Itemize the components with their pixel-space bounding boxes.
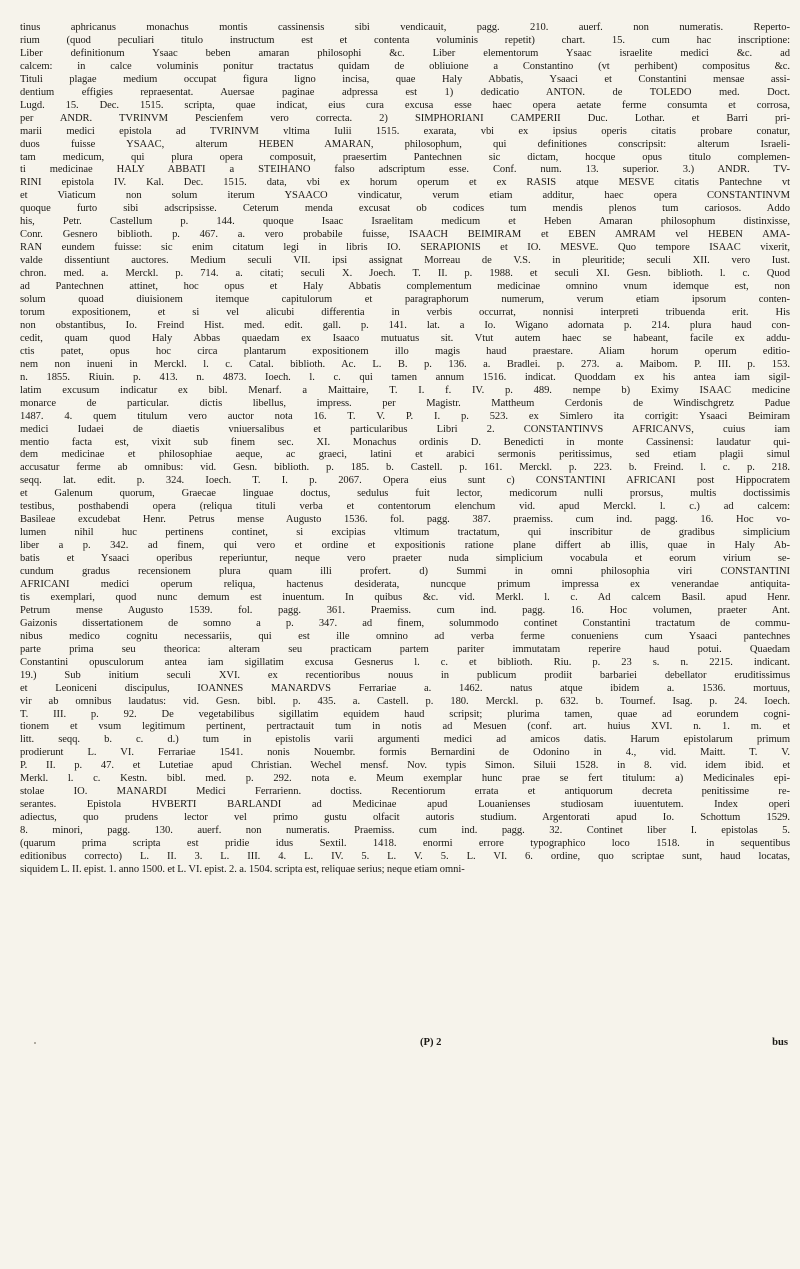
text-line: liber a p. 342. ad finem, qui vero et ordine et expositionis ratione plane differt ab illis, quae in Haly Ab- <box>20 540 790 552</box>
text-line: adiectus, quo prudens lector vel primo gustu olfacit autoris studium. Argentorati apud Io. Schottum 1529. <box>20 812 790 824</box>
text-line: calcem: in calce voluminis ponitur tractatus quidam de obliuione a Constantino (vt perhibent) compositus &c. <box>20 60 790 72</box>
text-line: marii medici epistola ad TVRINVM vltima Iulii 1515. exarata, vbi ex ipsius operis citatis probare conatur, <box>20 125 790 137</box>
text-line: dem medicinae et philosophiae aeque, ac graeci, latini et arabici sermonis peritissimus, sed etiam plagii simul <box>20 449 790 461</box>
text-line: latim excusum indicatur ex bibl. Menarf. a Maittaire, T. I. f. IV. p. 489. nempe b) Eximy ISAAC medicine <box>20 384 790 396</box>
text-line: 1487. 4. quem titulum vero auctor nota 16. T. V. P. I. p. 523. ex Simlero ita corrigit: Ysaaci Beimiram <box>20 410 790 422</box>
text-line: serantes. Epistola HVBERTI BARLANDI ad Medicinae apud Louanienses studiosam iuuentutem. Index operi <box>20 799 790 811</box>
text-line: rium (quod peculiari titulo instructum est et contenta voluminis repetit) chart. 15. cum hac inscriptione: <box>20 34 790 46</box>
text-line: his, Petr. Castellum p. 144. quoque Isaac Israelitam medicum et Heben Amaran philosophum distinxisse, <box>20 216 790 228</box>
text-line: siquidem L. II. epist. 1. anno 1500. et L. VI. epist. 2. a. 1504. scripta est, reliquae serius; neque etiam omni- <box>20 863 465 875</box>
text-line: RINI epistola IV. Kal. Dec. 1515. data, vbi ex horum operum et ex RASIS atque MESVE citatis Pantechne vt <box>20 177 790 189</box>
text-line: quoque furto sibi adscripsisse. Ceterum menda excusat ob codices tum mendis plenos tum cariosos. Addo <box>20 203 790 215</box>
text-line: mentio facta est, vixit sub finem sec. XI. Monachus ordinis D. Benedicti in monte Cassinensi: laudatur qui- <box>20 436 790 448</box>
text-line: seqq. lat. edit. p. 324. Ioech. T. I. p. 2067. Opera eius sunt c) CONSTANTINI AFRICANI post Hippocratem <box>20 475 790 487</box>
text-line: n. 1855. Riuin. p. 413. n. 4873. Ioech. l. c. qui tamen annum 1516. indicat. Quoddam ex his antea iam sigil- <box>20 371 790 383</box>
text-line: Gaizonis dissertationem de somno a p. 347. ad finem, solummodo continet Constantini tractatum de commu- <box>20 617 790 629</box>
text-line: cundum gradus recensionem plura quam illi profert. d) Summi in omni philosophia viri CONSTANTINI <box>20 566 790 578</box>
text-line: nem non inueni in Merckl. l. c. Catal. biblioth. Ac. L. B. p. 136. a. Bradlei. p. 273. a. Maibom. P. III. p. 153. <box>20 358 790 370</box>
text-line: Basileae excudebat Henr. Petrus mense Augusto 1536. fol. pagg. 387. praemiss. cum ind. pagg. 16. Hoc vo- <box>20 514 790 526</box>
text-line: prodierunt L. VI. Ferrariae 1541. nonis Nouembr. formis Bernardini de Odonino in 4., vid. Maitt. T. V. <box>20 747 790 759</box>
text-line: Petrum mense Augusto 1539. fol. pagg. 361. Praemiss. cum ind. pagg. 16. Hoc volumen, praeter Ant. <box>20 604 790 616</box>
text-line: Constantini opusculorum antea iam sigillatim excusa Gesnerus l. c. et biblioth. Riu. p. 23 s. n. 2215. indicant. <box>20 656 790 668</box>
text-line: 19.) Sub initium seculi XVI. ex recentioribus nouus in publicum prodiit barbariei debellator eruditissimus <box>20 669 790 681</box>
text-line: batis et Ysaaci operibus reperiuntur, neque vero praeter nuda simplicium vocabula et eorum virium se- <box>20 553 790 565</box>
text-line: duos fuisse YSAAC, alterum HEBEN AMARAN, philosophum, qui definitiones conscripsit: alterum Israeli- <box>20 138 790 150</box>
text-line: Tituli plagae medium occupat figura ligno incisa, quae Haly Abbatis, Ysaaci et Constantini mensae assi- <box>20 73 790 85</box>
catchword: bus <box>772 1037 788 1048</box>
text-line: testibus, posthabendi opera (reliqua tituli verba et contentorum elenchum vid. apud Merckl. l. c.) ad calcem: <box>20 501 790 513</box>
text-line: monarce de particular. dictis libellus, impress. per Magistr. Mattheum Cerdonis de Windischgretz Padue <box>20 397 790 409</box>
text-line: 8. minori, pagg. 130. auerf. non numeratis. Praemiss. cum ind. pagg. 32. Continet liber I. epistolas 5. <box>20 825 790 837</box>
text-line: dentium effigies repraesentat. Auersae paginae adpressa est 1) dedicatio ANTON. de TOLEDO med. Doct. <box>20 86 790 98</box>
text-line: accusatur ferme ab omnibus: vid. Gesn. biblioth. p. 185. b. Castell. p. 161. Merckl. p. 223. b. Freind. l. c. p. 218. <box>20 462 790 474</box>
text-line: et Leoniceni discipulus, IOANNES MANARDVS Ferrariae a. 1462. natus atque ibidem a. 1536. mortuus, <box>20 682 790 694</box>
text-line: valde dissentiunt auctores. Medium seculi VII. ipsi assignat Morreau de V.S. in pleuritide; seculi XII. vero Iust. <box>20 255 790 267</box>
text-line: ctis patet, opus hoc circa plantarum expositionem illo magis haud praestare. Aliam horum operum editio- <box>20 345 790 357</box>
text-line: AFRICANI medici operum reliqua, hactenus desiderata, nuncque primum impressa ex venerandae antiquita- <box>20 578 790 590</box>
text-line: torum expositionem, et si vel alicubi differentia in verbis occurrat, nonnisi interpreti tribuenda erit. His <box>20 306 790 318</box>
text-line: et Galenum quorum, Graecae linguae doctus, sedulus fuit lector, medicorum nulli prorsus, multis doctissimis <box>20 488 790 500</box>
text-line: ti medicinae HALY ABBATI a STEIHANO falso adscriptum esse. Conf. num. 13. superior. 3.) ANDR. TV- <box>20 164 790 176</box>
text-line: litt. seqq. b. c. d.) tum in epistolis varii argumenti medici ad amicos datis. Harum epistolarum primum <box>20 734 790 746</box>
text-line: Merkl. l. c. Kestn. bibl. med. p. 292. nota e. Meum exemplar hunc prae se fert titulum: a) Medicinales epi- <box>20 773 790 785</box>
text-line: et Viaticum non solum iterum YSAACO vindicatur, verum etiam additur, haec opera CONSTANTINVM <box>20 190 790 202</box>
text-line: RAN eundem fuisse: sic enim citatum legi in libris IO. SERAPIONIS et IO. MESVE. Quo tempore ISAAC vixerit, <box>20 242 790 254</box>
text-line: cedit, quam quod Haly Abbas quaedam ex Isaaco mutuatus sit. Vtut autem haec se habeant, facile ex addu- <box>20 332 790 344</box>
body-text <box>20 22 790 877</box>
signature-mark: (P) 2 <box>420 1037 442 1048</box>
text-line: medici Iudaei de diaetis vniuersalibus et particularibus Libri 2. CONSTANTINVS AFRICANVS, cuius iam <box>20 423 790 435</box>
text-line: per ANDR. TVRINVM Pescienfem vero correcta. 2) SIMPHORIANI CAMPERII Duc. Lothar. et Barri pri- <box>20 112 790 124</box>
text-line: chron. med. a. Merckl. p. 714. a. citati; seculi X. Joech. T. II. p. 1988. et seculi XI. Gesn. biblioth. l. c. Quod <box>20 268 790 280</box>
text-line: tam medicum, qui plura opera composuit, praesertim Pantechnen sic dictam, hocque opus titulo complemen- <box>20 151 790 163</box>
text-line: ad Pantechnen attinet, hoc opus et Haly Abbatis complementum medicinae omnino vnum idemque est, non <box>20 281 790 293</box>
text-line: vir ab omnibus laudatus: vid. Gesn. bibl. p. 435. a. Castell. p. 180. Merckl. p. 632. b. Tournef. Isag. p. 24. Ioech. <box>20 695 790 707</box>
text-line: tis exemplari, quod nunc demum est inuentum. In quibus &c. vid. Merkl. l. c. Ad calcem Basil. apud Henr. <box>20 591 790 603</box>
paper-speck <box>34 1042 36 1044</box>
text-line: nibus medico cognitu necessariis, qui est ille omnino ad verba ferme conueniens cum Ysaaci pantechnes <box>20 630 790 642</box>
text-line: T. III. p. 92. De vegetabilibus sigillatim equidem haud scripsit; plurima tamen, quae ad eorundem cogni- <box>20 708 790 720</box>
text-line: Lugd. 15. Dec. 1515. scripta, quae indicat, eius cura excusa esse haec opera aetate ferme consumta et corrosa, <box>20 99 790 111</box>
text-line: parte prima seu theorica: alteram seu practicam partem pariter immutatam reperire haud potui. Quaedam <box>20 643 790 655</box>
text-line: solum quoad diuisionem itemque capitulorum et paragraphorum numerum, verum etiam ipsorum conten- <box>20 294 790 306</box>
text-line: P. II. p. 47. et Lutetiae apud Christian. Wechel mensf. Nov. typis Simon. Siluii 1528. in 8. vid. idem ibid. et <box>20 760 790 772</box>
text-line: lumen nihil huc pertinens continet, si excipias vltimum tractatum, qui inscribitur de gradibus simplicium <box>20 527 790 539</box>
text-line: tionem et vsum legitimum pertinent, pertractauit tum in notis ad Mesuen (conf. art. huius XVI. n. 1. m. et <box>20 721 790 733</box>
text-line: stolae IO. MANARDI Medici Ferrarienn. doctiss. Recentiorum errata et antiquorum decreta penitissime re- <box>20 786 790 798</box>
text-line: non obstantibus, Io. Freind Hist. med. edit. gall. p. 141. lat. a Io. Wigano adornata p. 214. plura haud con- <box>20 319 790 331</box>
text-line: Conr. Gesnero biblioth. p. 467. a. vero probabile fuisse, ISAACH BEIMIRAM et EBEN AMRAM vel HEBEN AMA- <box>20 229 790 241</box>
text-line: Liber definitionum Ysaac beben amaran philosophi &c. Liber elementorum Ysaac israelite medici &c. ad <box>20 47 790 59</box>
text-line: editionibus correcto) L. II. 3. L. III. 4. L. IV. 5. L. V. 5. L. VI. 6. ordine, quo scriptae sunt, haud locatas, <box>20 851 790 862</box>
text-line: (quarum prima scripta est pridie idus Sextil. 1418. enormi errore typographico loco 1518. in sequentibus <box>20 838 790 850</box>
text-line: tinus aphricanus monachus montis cassinensis sibi vendicauit, pagg. 210. auerf. non numeratis. Reperto- <box>20 22 790 33</box>
